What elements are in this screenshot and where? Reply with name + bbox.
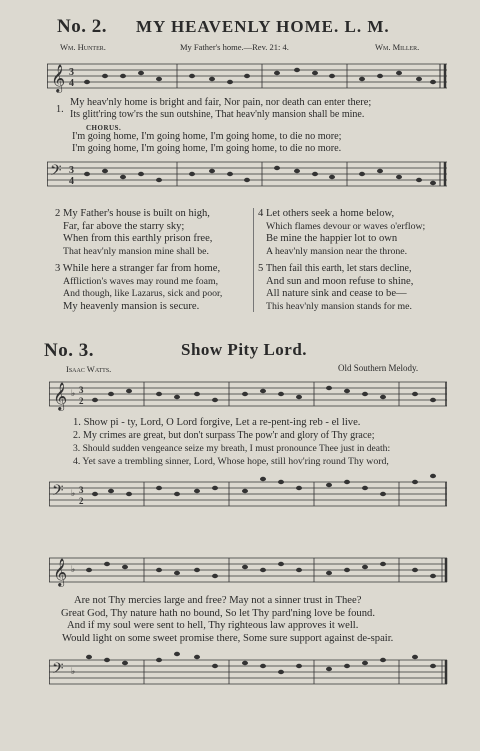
hymn-2-chorus-line-1: I'm going home, I'm going home, I'm going home, to die no more; (72, 131, 342, 142)
hymn-2-lyric-line-2: Its glitt'ring tow'rs the sun outshine, That heav'nly mansion shall be mine. (70, 109, 365, 120)
hymn-3-title: Show Pity Lord. (181, 340, 308, 359)
svg-text:3: 3 (69, 165, 74, 176)
hymn-2-chorus-line-2: I'm going home, I'm going home, I'm going home, to die no more. (72, 143, 342, 154)
svg-text:4: 4 (69, 176, 74, 187)
hymn-3-author: Isaac Watts. (66, 364, 112, 374)
verse-3: 3 While here a stranger far from home, Affliction's waves may round me foam, And though, like Lazarus, sick and poor, My heavenly mansion is secure. (55, 263, 223, 312)
svg-text:3: 3 (69, 67, 74, 78)
hymn-3-treble-staff-1 (49, 374, 452, 414)
verse-5: 5 Then fail this earth, let stars decline, And sun and moon refuse to shine, All nature sink and cease to be— This heav'nly mansion stands for me. (258, 263, 414, 312)
hymn-2-chorus-label: CHORUS. (86, 124, 122, 132)
svg-text:4: 4 (69, 78, 74, 89)
svg-text:3: 3 (79, 385, 84, 395)
hymn-2-scripture: My Father's home.—Rev. 21: 4. (180, 42, 289, 52)
hymn-3-bass-staff-2 (49, 648, 452, 692)
hymn-3-number: No. 3. (44, 340, 94, 361)
svg-text:2: 2 (79, 496, 84, 506)
hymn-3-stanzas-b: Are not Thy mercies large and free? May not a sinner trust in Thee? Great God, Thy nature hath no bound, So let Thy pard'ning love be found. And if my soul were sent to hell, Thy righteous law approves it well. Would light on some sweet promise there, Some sure support against de-spair. (61, 595, 394, 644)
svg-text:𝄞: 𝄞 (53, 560, 68, 586)
svg-text:♭: ♭ (71, 388, 76, 398)
svg-text:♭: ♭ (71, 666, 76, 676)
hymn-2-treble-staff (47, 58, 450, 98)
svg-text:♭: ♭ (71, 488, 76, 498)
svg-text:𝄢: 𝄢 (52, 660, 64, 680)
svg-text:𝄢: 𝄢 (50, 162, 62, 182)
verse-column-divider (253, 208, 254, 312)
hymn-2-author: Wm. Hunter. (60, 42, 106, 52)
svg-text:3: 3 (79, 485, 84, 495)
hymn-2-number: No. 2. (57, 16, 107, 37)
hymn-2-bass-staff (47, 156, 450, 196)
hymn-2-title: MY HEAVENLY HOME. L. M. (136, 17, 390, 36)
hymn-3-bass-staff-1 (49, 470, 452, 514)
hymn-3-composer: Old Southern Melody. (338, 363, 419, 373)
hymn-2-composer: Wm. Miller. (375, 42, 420, 52)
hymn-3-treble-staff-2 (49, 550, 452, 590)
hymn-2-verse-number: 1. (56, 104, 64, 115)
svg-text:𝄞: 𝄞 (51, 64, 66, 92)
svg-text:♭: ♭ (71, 564, 76, 574)
svg-text:2: 2 (79, 396, 84, 406)
svg-text:𝄢: 𝄢 (52, 482, 64, 502)
svg-text:𝄞: 𝄞 (53, 384, 68, 410)
hymn-2-lyric-line-1: My heav'nly home is bright and fair, Nor pain, nor death can enter there; (70, 97, 372, 108)
hymn-3-stanzas-a: 1. Show pi - ty, Lord, O Lord forgive, Let a re-pent-ing reb - el live. 2. My crimes are great, but don't surpass The pow'r and glory of Thy grace; 3. Should sudden vengeance seize my breath, I must pronounce Thee just in death: 4. Yet save a trembling sinner, Lord, Whose hope, still hov'ring round Thy word, (73, 417, 391, 467)
verse-4: 4 Let others seek a home below, Which flames devour or waves o'erflow; Be mine the happier lot to own A heav'nly mansion near the throne. (258, 208, 426, 257)
verse-2: 2 My Father's house is built on high, Far, far above the starry sky; When from this earthly prison free, That heav'nly mansion mine shall be. (55, 208, 213, 257)
